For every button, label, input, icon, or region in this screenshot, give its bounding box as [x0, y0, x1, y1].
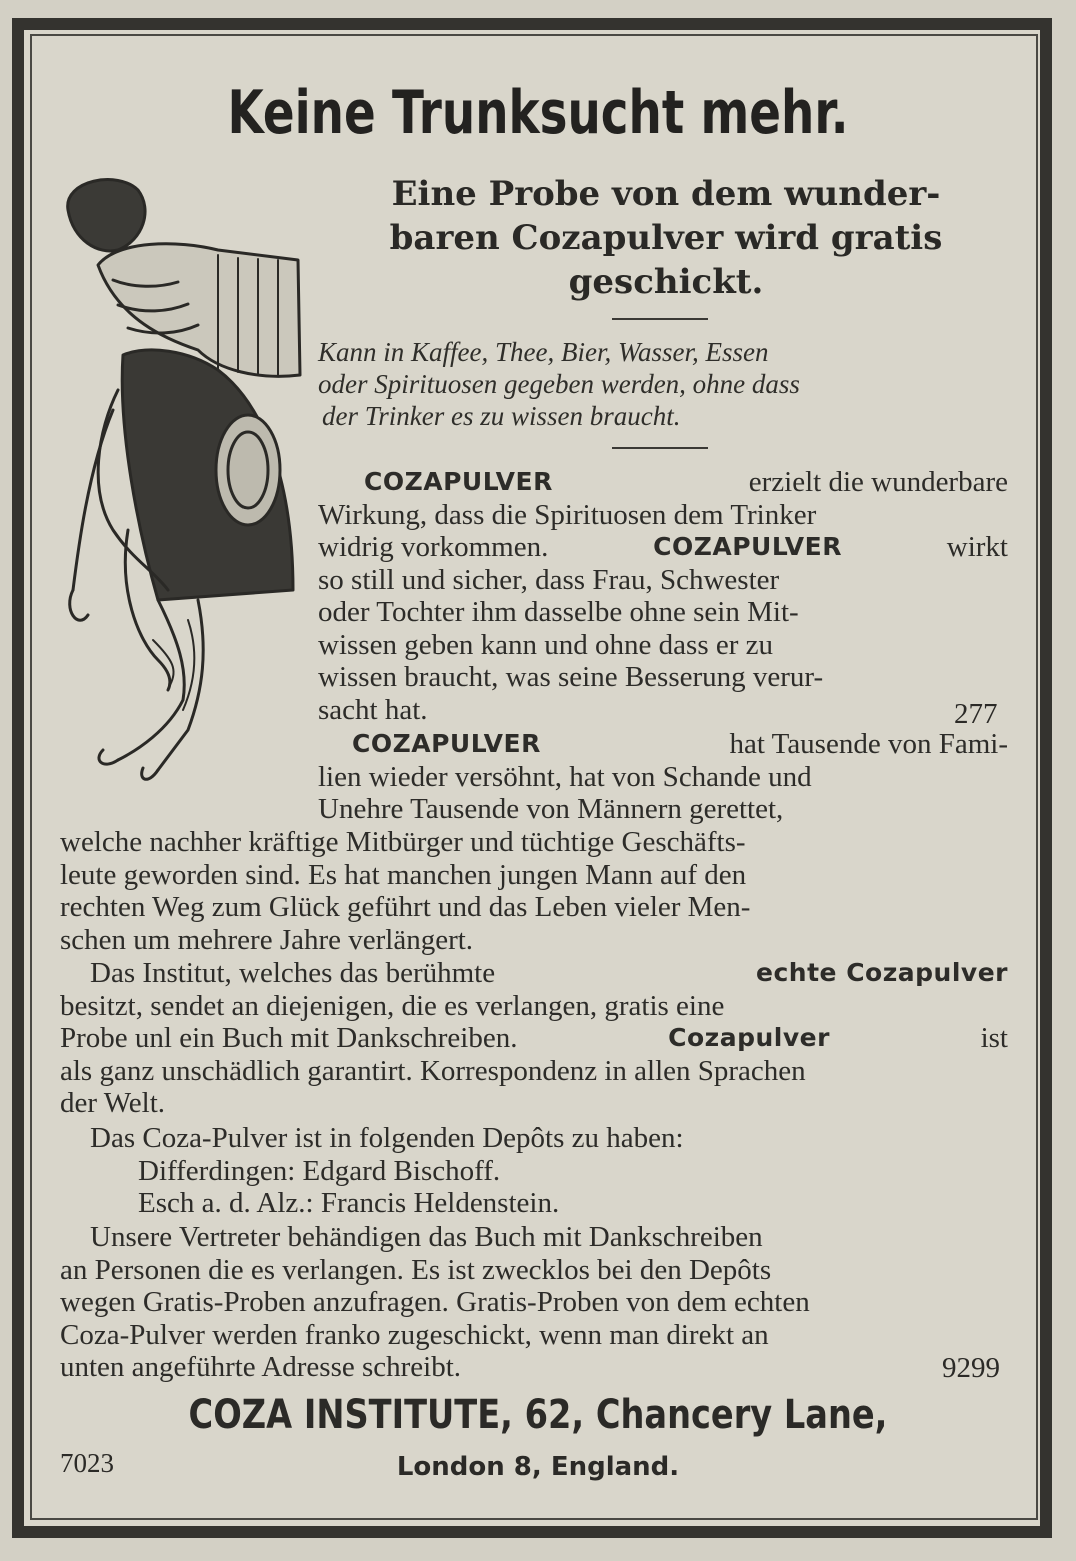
text-fragment: erzielt die wunderbare	[748, 466, 1008, 498]
drunkard-bottle-illustration	[58, 170, 308, 800]
text-line: sacht hat.	[318, 693, 428, 726]
subhead-line-1: Eine Probe von dem wunder-	[391, 174, 941, 214]
brand-name: echte Cozapulver	[756, 958, 1008, 987]
text-line: welche nachher kräftige Mitbürger und tüchtige Geschäfts-	[60, 826, 746, 858]
italic-line-3: der Trinker es zu wissen braucht.	[322, 401, 681, 431]
text-line: rechten Weg zum Glück geführt und das Leben vieler Men-	[60, 891, 751, 923]
text-fragment: widrig vorkommen.	[318, 531, 549, 563]
text-line	[318, 531, 1008, 564]
text-line: wissen braucht, was seine Besserung verur-	[318, 661, 824, 693]
subhead-line-2: baren Cozapulver wird gratis	[389, 218, 943, 258]
text-line: Coza-Pulver werden franko zugeschickt, wenn man direkt an	[60, 1318, 769, 1351]
text-line	[60, 1022, 1008, 1055]
text-line: unten angeführte Adresse schreibt.	[60, 1351, 462, 1383]
italic-note	[318, 336, 1008, 432]
brand-name: Cozapulver	[668, 1023, 830, 1052]
text-line: als ganz unschädlich garantirt. Korrespondenz in allen Sprachen	[60, 1054, 806, 1087]
text-line: wegen Gratis-Proben anzufragen. Gratis-Proben von dem echten	[60, 1286, 810, 1318]
text-line: an Personen die es verlangen. Es ist zwecklos bei den Depôts	[60, 1253, 772, 1286]
text-line: Unehre Tausende von Männern gerettet,	[318, 793, 784, 825]
text-fragment: wirkt	[946, 531, 1008, 563]
institute-address: COZA INSTITUTE, 62, Chancery Lane,	[188, 1392, 888, 1438]
paragraph-2-top	[318, 728, 1008, 826]
text-line: Wirkung, dass die Spirituosen dem Trinker	[318, 498, 817, 531]
text-line	[318, 728, 1008, 761]
paragraph-3	[60, 957, 1008, 1120]
subheadline	[316, 172, 1016, 304]
depot-item: Differdingen: Edgard Bischoff.	[138, 1154, 501, 1187]
divider-rule	[612, 447, 708, 449]
reference-number: 9299	[942, 1352, 1000, 1384]
text-line: wissen geben kann und ohne dass er zu	[318, 628, 774, 661]
reference-number: 277	[954, 698, 998, 730]
paragraph-5	[60, 1221, 1008, 1384]
headline: Keine Trunksucht mehr.	[227, 78, 849, 148]
text-line: so still und sicher, dass Frau, Schwester	[318, 563, 780, 596]
brand-name: COZAPULVER	[653, 532, 842, 561]
paragraph-1	[318, 466, 1008, 726]
text-line: der Welt.	[60, 1087, 166, 1119]
brand-name: COZAPULVER	[352, 729, 541, 758]
subhead-line-3: geschickt.	[568, 262, 764, 302]
text-line: besitzt, sendet an diejenigen, die es verlangen, gratis eine	[60, 989, 725, 1022]
text-line	[60, 957, 1008, 990]
text-line: lien wieder versöhnt, hat von Schande und	[318, 760, 812, 793]
text-line: Unsere Vertreter behändigen das Buch mit Dankschreiben	[90, 1221, 763, 1253]
ad-code: 7023	[60, 1448, 114, 1478]
paragraph-2-bottom	[60, 826, 1008, 956]
text-line: schen um mehrere Jahre verlängert.	[60, 923, 474, 956]
brand-name: COZAPULVER	[364, 467, 553, 496]
institute-city: London 8, England.	[396, 1452, 680, 1482]
text-fragment: Probe unl ein Buch mit Dankschreiben.	[60, 1022, 518, 1054]
text-fragment: ist	[980, 1022, 1008, 1054]
text-line: leute geworden sind. Es hat manchen jungen Mann auf den	[60, 858, 747, 891]
divider-rule	[612, 318, 708, 320]
text-line: Das Coza-Pulver ist in folgenden Depôts zu haben:	[90, 1122, 684, 1154]
text-line	[318, 466, 1008, 499]
italic-line-2: oder Spirituosen gegeben werden, ohne dass	[318, 369, 800, 399]
depot-list	[90, 1122, 990, 1220]
italic-line-1: Kann in Kaffee, Thee, Bier, Wasser, Essen	[318, 337, 769, 367]
depot-item: Esch a. d. Alz.: Francis Heldenstein.	[138, 1187, 560, 1219]
text-line: oder Tochter ihm dasselbe ohne sein Mit-	[318, 596, 799, 628]
text-fragment: Das Institut, welches das berühmte	[90, 957, 496, 989]
text-fragment: hat Tausende von Fami-	[729, 728, 1008, 760]
